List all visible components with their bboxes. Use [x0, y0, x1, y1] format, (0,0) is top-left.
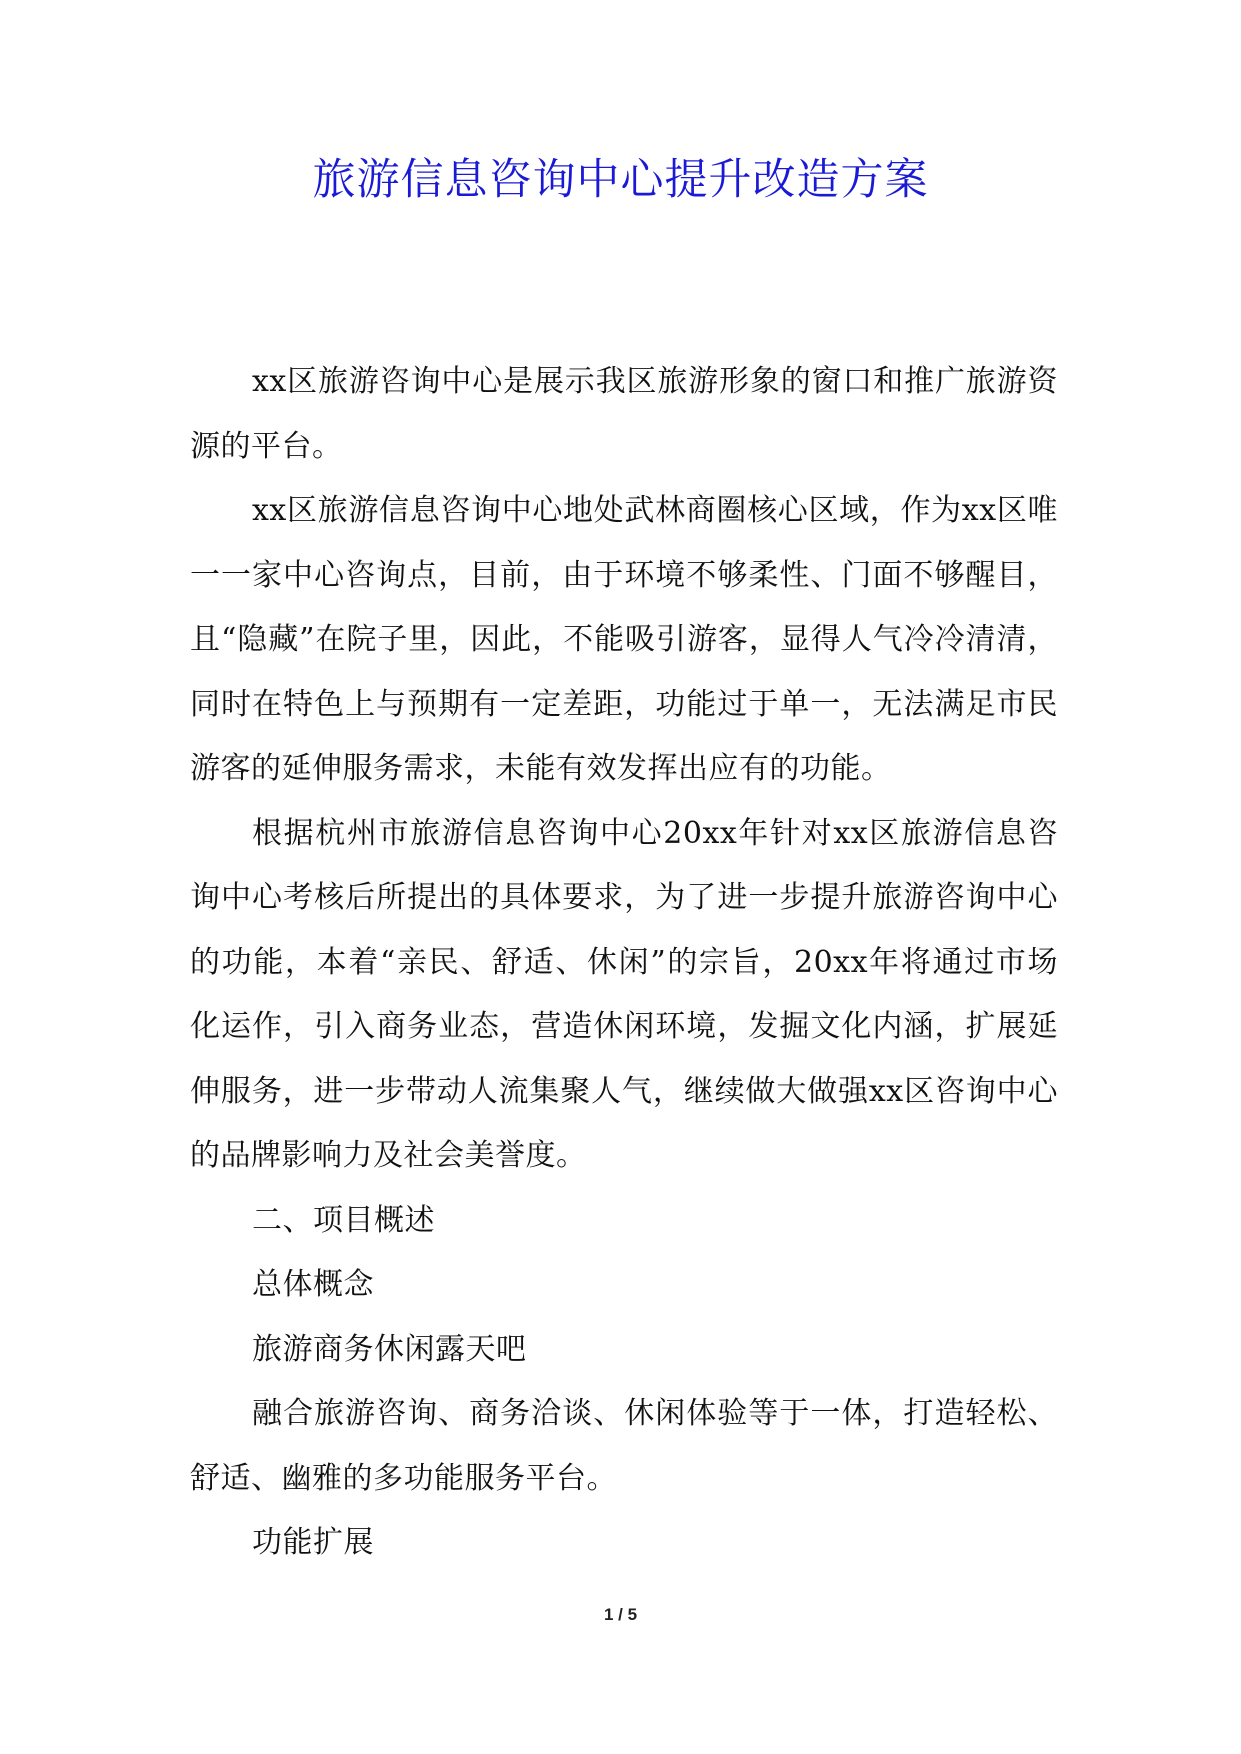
section-heading-overview: 二、项目概述	[252, 1202, 435, 1238]
page-number: 1 / 5	[603, 1605, 638, 1624]
paragraph-location: xx区旅游信息咨询中心地处武林商圈核心区域，作为xx区唯一一家中心咨询点，目前，由于环境不够柔性、门面不够醒目，且“隐藏”在院子里，因此，不能吸引游客，显得人气冷冷清清，同时在特色上与预期有一定差距，功能过于单一，无法满足市民游客的延伸服务需求，未能有效发挥出应有的功能。	[190, 493, 1058, 786]
subheading-function-extension: 功能扩展	[252, 1525, 374, 1560]
paragraph-intro: xx区旅游咨询中心是展示我区旅游形象的窗口和推广旅游资源的平台。	[190, 364, 1058, 464]
subheading-general-concept: 总体概念	[252, 1267, 374, 1302]
paragraph-requirements: 根据杭州市旅游信息咨询中心20xx年针对xx区旅游信息咨询中心考核后所提出的具体要求，为了进一步提升旅游咨询中心的功能，本着“亲民、舒适、休闲”的宗旨，20xx年将通过市场化运作，引入商务业态，营造休闲环境，发掘文化内涵，扩展延伸服务，进一步带动人流集聚人气，继续做大做强xx区咨询中心的品牌影响力及社会美誉度。	[190, 815, 1058, 1173]
document-title: 旅游信息咨询中心提升改造方案	[312, 155, 929, 205]
paragraph-concept-description: 融合旅游咨询、商务洽谈、休闲体验等于一体，打造轻松、舒适、幽雅的多功能服务平台。	[190, 1396, 1058, 1496]
concept-name: 旅游商务休闲露天吧	[252, 1331, 527, 1367]
document-body	[190, 350, 1058, 1576]
